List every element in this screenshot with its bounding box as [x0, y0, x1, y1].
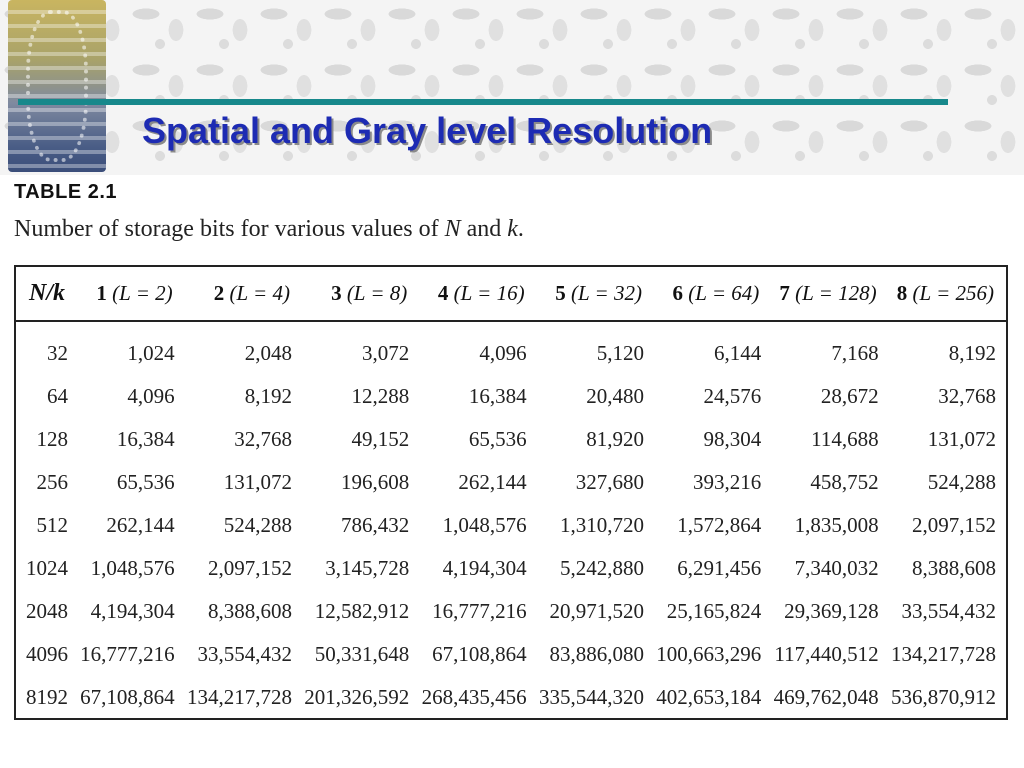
- table-cell: 24,576: [703, 384, 762, 408]
- row-n-value: 256: [36, 470, 68, 494]
- column-l-value: 256: [955, 281, 987, 305]
- column-l-value: 64: [731, 281, 753, 305]
- column-header: [537, 267, 654, 321]
- title-divider-rule: [18, 99, 948, 105]
- table-cell: 25,165,824: [666, 599, 762, 623]
- column-l-suffix: ): [634, 281, 642, 305]
- column-l-suffix: ): [752, 281, 760, 305]
- caption-text: and: [460, 216, 508, 242]
- caption-text: Number of storage bits for various values of: [14, 216, 445, 242]
- table-cell: 32,768: [938, 384, 996, 408]
- table-cell: 1,048,576: [90, 556, 175, 580]
- table-cell: 131,072: [927, 427, 996, 451]
- storage-bits-table: [14, 265, 1008, 720]
- table-cell: 65,536: [116, 470, 175, 494]
- column-l-value: 16: [496, 281, 518, 305]
- column-l-value: 32: [613, 281, 635, 305]
- column-l-value: 2: [155, 281, 166, 305]
- table-cell: 196,608: [341, 470, 410, 494]
- table-cell: 4,194,304: [90, 599, 175, 623]
- table-cell: 65,536: [468, 427, 527, 451]
- table-cell: 16,777,216: [80, 642, 175, 666]
- column-l-suffix: ): [400, 281, 408, 305]
- table-cell: 6,291,456: [677, 556, 762, 580]
- column-l-value: 128: [838, 281, 870, 305]
- column-l-prefix: (L =: [448, 281, 497, 305]
- table-cell: 81,920: [586, 427, 644, 451]
- table-header-row: [16, 267, 1006, 321]
- table-cell: 7,340,032: [794, 556, 879, 580]
- row-n-value: 128: [36, 427, 68, 451]
- column-k-value: 6: [672, 281, 684, 305]
- table-cell: 8,388,608: [207, 599, 292, 623]
- table-cell: 7,168: [831, 341, 879, 365]
- table-cell: 262,144: [106, 513, 175, 537]
- table-row: [16, 590, 1006, 633]
- row-n-value: 1024: [26, 556, 68, 580]
- column-k-value: 1: [96, 281, 107, 305]
- table-cell: 4,096: [127, 384, 175, 408]
- column-l-prefix: (L =: [789, 281, 839, 305]
- table-cell: 117,440,512: [774, 642, 879, 666]
- table-cell: 469,762,048: [773, 685, 879, 709]
- column-l-prefix: (L =: [565, 281, 614, 305]
- table-cell: 1,835,008: [794, 513, 879, 537]
- table-cell: 2,097,152: [912, 513, 996, 537]
- decorative-ornament-image: [8, 0, 106, 172]
- table-row: [16, 504, 1006, 547]
- column-l-prefix: (L =: [106, 281, 156, 305]
- column-l-prefix: (L =: [224, 281, 273, 305]
- table-cell: 786,432: [341, 513, 410, 537]
- table-cell: 49,152: [351, 427, 410, 451]
- table-cell: 1,048,576: [442, 513, 527, 537]
- row-n-value: 512: [36, 513, 68, 537]
- table-cell: 2,048: [244, 341, 292, 365]
- table-cell: 134,217,728: [891, 642, 996, 666]
- table-cell: 524,288: [223, 513, 292, 537]
- column-header: [302, 267, 419, 321]
- table-cell: 131,072: [223, 470, 292, 494]
- table-cell: 12,582,912: [314, 599, 410, 623]
- column-header: [771, 267, 888, 321]
- table-cell: 32,768: [234, 427, 292, 451]
- table-cell: 1,024: [127, 341, 175, 365]
- table-row: [16, 676, 1006, 719]
- caption-var-k: k: [507, 216, 518, 242]
- column-l-suffix: ): [987, 281, 994, 305]
- row-n-value: 8192: [26, 685, 68, 709]
- table-cell: 4,194,304: [442, 556, 527, 580]
- column-header: [654, 267, 771, 321]
- table-cell: 8,388,608: [912, 556, 996, 580]
- caption-var-n: N: [444, 216, 461, 242]
- table-cell: 28,672: [820, 384, 879, 408]
- table-row: [16, 461, 1006, 504]
- column-header: [185, 267, 302, 321]
- table-cell: 29,369,128: [784, 599, 879, 623]
- column-k-value: 4: [437, 281, 449, 305]
- table-cell: 100,663,296: [656, 642, 762, 666]
- table-cell: 536,870,912: [891, 685, 996, 709]
- table-cell: 268,435,456: [421, 685, 527, 709]
- column-k-value: 8: [896, 281, 908, 305]
- column-l-prefix: (L =: [341, 281, 390, 305]
- column-header: [78, 267, 185, 321]
- column-k-value: 5: [555, 281, 566, 305]
- table-caption: [14, 216, 524, 243]
- table-row: [16, 633, 1006, 676]
- table-cell: 67,108,864: [432, 642, 527, 666]
- table-row: [16, 321, 1006, 375]
- table-cell: 201,326,592: [304, 685, 410, 709]
- column-l-suffix: ): [165, 281, 173, 305]
- table-cell: 393,216: [693, 470, 762, 494]
- table-cell: 83,886,080: [549, 642, 644, 666]
- table-cell: 3,072: [362, 341, 410, 365]
- row-n-value: 64: [47, 384, 68, 408]
- table-cell: 16,384: [468, 384, 527, 408]
- table-cell: 3,145,728: [325, 556, 410, 580]
- column-l-suffix: ): [517, 281, 525, 305]
- table-cell: 5,120: [596, 341, 644, 365]
- table-cell: 12,288: [351, 384, 410, 408]
- column-l-prefix: (L =: [907, 281, 956, 305]
- table-cell: 134,217,728: [186, 685, 292, 709]
- table-cell: 327,680: [575, 470, 644, 494]
- table-cell: 262,144: [458, 470, 527, 494]
- table-row: [16, 418, 1006, 461]
- row-n-value: 32: [47, 341, 68, 365]
- table-cell: 20,971,520: [549, 599, 644, 623]
- table-cell: 4,096: [479, 341, 527, 365]
- slide-title: Spatial and Gray level Resolution: [142, 110, 713, 151]
- column-l-value: 4: [272, 281, 283, 305]
- table-cell: 335,544,320: [538, 685, 644, 709]
- header-corner: N/k: [16, 267, 78, 321]
- table-cell: 524,288: [927, 470, 996, 494]
- table-label: TABLE 2.1: [14, 181, 118, 203]
- column-l-prefix: (L =: [683, 281, 732, 305]
- column-header: [419, 267, 536, 321]
- table-cell: 6,144: [714, 341, 762, 365]
- table-cell: 16,777,216: [432, 599, 527, 623]
- table-cell: 20,480: [586, 384, 644, 408]
- table-row: [16, 547, 1006, 590]
- table-cell: 50,331,648: [314, 642, 410, 666]
- table-cell: 114,688: [811, 427, 879, 451]
- table-cell: 98,304: [703, 427, 762, 451]
- column-k-value: 2: [213, 281, 225, 305]
- table-cell: 2,097,152: [207, 556, 292, 580]
- table-cell: 8,192: [244, 384, 292, 408]
- table-cell: 16,384: [116, 427, 175, 451]
- column-header: [889, 267, 1006, 321]
- table-cell: 67,108,864: [80, 685, 175, 709]
- table-cell: 1,310,720: [559, 513, 644, 537]
- table-cell: 5,242,880: [559, 556, 644, 580]
- table-row: [16, 375, 1006, 418]
- column-l-value: 8: [389, 281, 401, 305]
- column-k-value: 3: [331, 281, 342, 305]
- column-l-suffix: ): [869, 281, 877, 305]
- table-cell: 402,653,184: [656, 685, 762, 709]
- table-cell: 458,752: [810, 470, 879, 494]
- column-l-suffix: ): [282, 281, 290, 305]
- column-k-value: 7: [779, 281, 790, 305]
- table-cell: 33,554,432: [197, 642, 292, 666]
- table-cell: 1,572,864: [677, 513, 762, 537]
- row-n-value: 4096: [26, 642, 68, 666]
- table-cell: 8,192: [948, 341, 996, 365]
- row-n-value: 2048: [26, 599, 68, 623]
- table-cell: 33,554,432: [901, 599, 996, 623]
- caption-text: .: [517, 216, 524, 242]
